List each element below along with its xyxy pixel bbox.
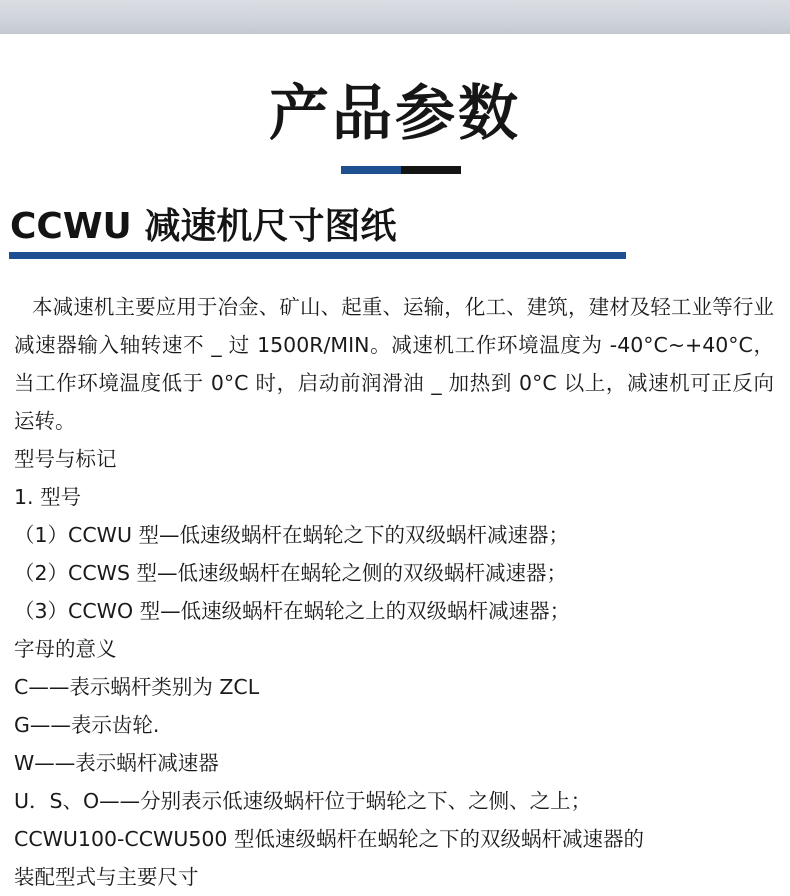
- underline-blue-segment: [341, 166, 401, 174]
- text-line: CCWU100-CCWU500 型低速级蜗杆在蜗轮之下的双级蜗杆减速器的: [14, 827, 644, 851]
- text-line: （2）CCWS 型—低速级蜗杆在蜗轮之侧的双级蜗杆减速器；: [14, 561, 567, 585]
- text-line: C——表示蜗杆类别为 ZCL: [14, 675, 260, 699]
- intro-paragraph: 本减速机主要应用于冶金、矿山、起重、运输，化工、建筑，建材及轻工业等行业减速器输入轴转速不 _ 过 1500R/MIN。减速机工作环境温度为 -40°C~+40°C，当工作环境温度低于 0°C 时，启动前润滑油 _ 加热到 0°C 以上，减速机可正反向运转。: [14, 295, 774, 433]
- text-line: （1）CCWU 型—低速级蜗杆在蜗轮之下的双级蜗杆减速器；: [14, 523, 569, 547]
- text-line: 字母的意义: [14, 637, 117, 661]
- text-line: （3）CCWO 型—低速级蜗杆在蜗轮之上的双级蜗杆减速器；: [14, 599, 571, 623]
- content-body: [14, 288, 774, 896]
- text-line: 型号与标记: [14, 447, 117, 471]
- top-banner-image: [0, 0, 790, 34]
- text-line: G——表示齿轮.: [14, 713, 160, 737]
- sub-heading: CCWU 减速机尺寸图纸: [10, 206, 397, 247]
- text-line: W——表示蜗杆减速器: [14, 751, 219, 775]
- text-line: 装配型式与主要尺寸: [14, 865, 199, 889]
- section-title: 产品参数: [269, 79, 521, 149]
- text-line: 1. 型号: [14, 485, 82, 509]
- title-underline: [341, 166, 461, 174]
- text-line: U．S、O——分别表示低速级蜗杆位于蜗轮之下、之侧、之上；: [14, 789, 592, 813]
- sub-heading-underline: [9, 252, 626, 259]
- underline-black-segment: [401, 166, 461, 174]
